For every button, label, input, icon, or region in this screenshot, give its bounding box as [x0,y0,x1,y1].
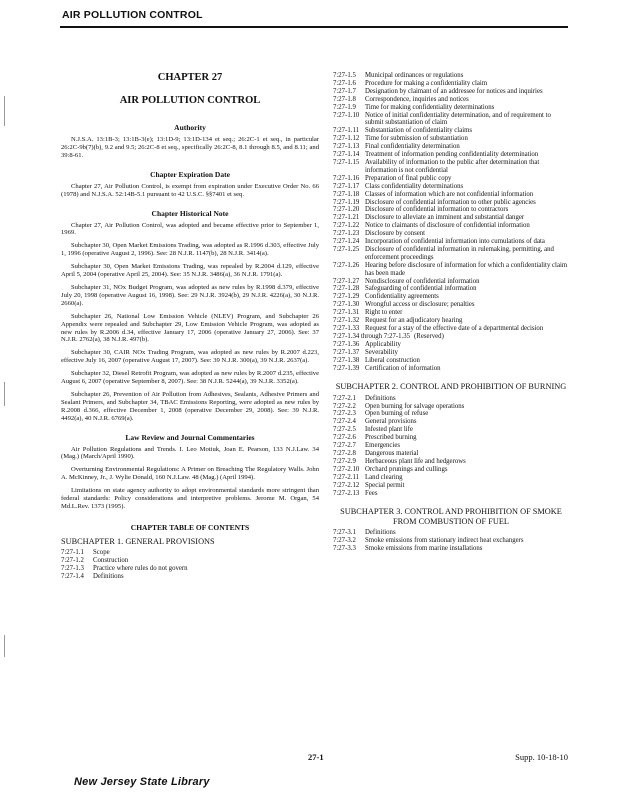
toc-entry-number: 7:27-1.22 [333,222,360,230]
toc-entry-number: 7:27-1.1 [61,549,84,557]
toc-entry [333,341,569,349]
toc-entry [333,214,569,222]
library-stamp: New Jersey State Library [74,776,210,788]
toc-entry-number: 7:27-1.10 [333,111,360,119]
toc-entry-text: Incorporation of confidential information into cumulations of data [365,238,545,246]
commentaries-heading: Law Review and Journal Commentaries [125,432,255,442]
toc-entry [333,143,569,151]
toc-entry-number: 7:27-1.36 [333,340,360,348]
toc-entry-text: Applicability [365,340,401,348]
toc-entry [61,565,319,573]
toc-entry-text: Class confidentiality determinations [365,182,464,190]
toc-entry-text: Dangerous material [365,449,419,457]
toc-entry [333,293,569,301]
subchapter-2-title: SUBCHAPTER 2. CONTROL AND PROHIBITION OF BURNING [335,382,567,392]
commentary-paragraph: Limitations on state agency authority to adopt environmental standards more stringent than federal standards: Policy considerations and interpretive problems. Jerome M. Organ, 54 Md.L.Rev. 1373 (1995). [61,487,319,510]
expiration-text: Chapter 27, Air Pollution Control, is exempt from expiration under Executive Order No. 66 (1978) and N.J.S.A. 52:14B-5.1 pursuant to 42 U.S.C. §§7401 et seq. [61,182,319,198]
history-paragraph: Subchapter 31, NOx Budget Program, was adopted as new rules by R.1998 d.379, effective July 20, 1998 (operative August 16, 1998). See: 29 N.J.R. 3924(b), 29 N.J.R. 4226(a), 30 N.J.R. 2660(a). [61,283,319,307]
toc-entry [333,466,569,474]
toc-heading: CHAPTER TABLE OF CONTENTS [130,522,250,532]
toc-entry-number: 7:27-3.3 [333,544,356,552]
toc-entry-text: Time for submission of substantiation [365,135,468,143]
toc-entry-text: Safeguarding of confidential information [365,285,477,293]
toc-entry [333,450,569,458]
toc-entry [333,333,569,341]
toc-entry-number: 7:27-1.2 [61,557,84,565]
history-paragraph: Subchapter 30, Open Market Emissions Trading, was adopted as R.1996 d.303, effective July 1, 1996 (operative August 2, 1996). See: 28 N.J.R. 1147(b), 28 N.J.R. 3414(a). [61,242,319,258]
toc-entry [333,458,569,466]
history-heading: Chapter Historical Note [151,208,229,218]
toc-entry [333,309,569,317]
history-paragraph: Subchapter 30, Open Market Emissions Trading, was repealed by R.2004 d.129, effective April 5, 2004 (operative April 25, 2004). See: 35 N.J.R. 3486(a), 36 N.J.R. 1791(a). [61,263,319,279]
toc-entry [333,442,569,450]
toc-entry-text: Municipal ordinances or regulations [365,72,464,79]
supplement-date: Supp. 10-18-10 [515,752,568,762]
toc-entry [333,490,569,498]
toc-entry-number: 7:27-1.8 [333,95,356,103]
toc-entry-number: 7:27-1.13 [333,143,360,151]
toc-entry-number: 7:27-2.4 [333,418,356,426]
toc-entry-number: 7:27-1.17 [333,182,360,190]
toc-entry-number: 7:27-1.26 [333,261,360,269]
toc-entry-text: Definitions [365,528,396,536]
running-head: AIR POLLUTION CONTROL [62,9,203,21]
toc-entry-text: Request for an adjudicatory hearing [365,317,463,325]
toc-entry-number: 7:27-2.3 [333,410,356,418]
toc-entry-text: Herbaceous plant life and hedgerows [365,457,466,465]
authority-text: N.J.S.A. 13:1B-3; 13:1B-3(e); 13:1D-9; 13:1D-134 et seq.; 26:2C-1 et seq., in particular 26:2C-9b(7)(b), 9.2 and 9.5; 26:2C-8 et seq., specifically 26:2C-8, 8.1 through 8.5, and 8.11; and 39:8-61. [61,136,319,159]
toc-entry-text: Request for a stay of the effective date of a departmental decision [365,325,544,332]
toc-entry [333,434,569,442]
toc-entry-number: 7:27-1.3 [61,564,84,572]
toc-entry [333,191,569,199]
toc-entry [333,135,569,143]
toc-entry [333,474,569,482]
toc-entry-text: Emergencies [365,442,400,450]
toc-entry-number: 7:27-2.2 [333,402,356,410]
history-paragraph: Chapter 27, Air Pollution Control, was adopted and became effective prior to September 1, 1969. [61,221,319,237]
chapter-number: CHAPTER 27 [157,72,223,83]
toc-entry-text: Hearing before disclosure of information for which a confidentiality claim has been made [365,261,568,277]
toc-entry-text: Severability [365,348,398,356]
toc-entry-number: 7:27-3.2 [333,536,356,544]
toc-entry-text: Certification of information [365,364,441,372]
toc-entry [333,529,569,537]
toc-entry-text: Disclosure of confidential information in rulemaking, permitting, and enforcement proceedings [365,245,554,261]
toc-entry-text: Disclosure of confidential information to other public agencies [365,198,536,206]
toc-entry-text: Preparation of final public copy [365,174,452,182]
toc-entry [333,88,569,96]
toc-entry-number: 7:27-1.30 [333,301,360,309]
toc-entry-text: Procedure for making a confidentiality claim [365,79,488,87]
toc-entry [333,104,569,112]
toc-entry-text: Disclosure by consent [365,230,426,238]
toc-list-subchapter-2 [333,395,569,498]
toc-entry [333,159,569,175]
toc-entry [333,206,569,214]
history-paragraph: Subchapter 26, National Low Emission Vehicle (NLEV) Program, and Subchapter 26 Appendix were repealed and Subchapter 29, Low Emission Vehicle Program, was adopted as new rules by R.2006 d.34, effective January 17, 2006 (operative January 27, 2006). See: 37 N.J.R. 2762(a), 38 N.J.R. 497(b). [61,312,319,344]
toc-entry [333,349,569,357]
toc-entry-text: Right to enter [365,309,403,317]
toc-entry-number: 7:27-1.5 [333,72,356,79]
toc-list-subchapter-1 [61,549,319,581]
toc-entry [333,151,569,159]
toc-entry-text: (Reserved) [414,332,444,340]
toc-entry-text: Notice to claimants of disclosure of confidential information [365,222,530,230]
toc-entry-number: 7:27-1.14 [333,151,360,159]
toc-entry [333,482,569,490]
toc-entry-number: 7:27-1.38 [333,356,360,364]
toc-entry-text: Construction [93,557,129,565]
toc-entry [333,285,569,293]
toc-entry-text: Classes of information which are not confidential information [365,190,534,198]
toc-entry [333,262,569,278]
toc-entry [61,549,319,557]
toc-entry-text: Infested plant life [365,426,413,434]
toc-entry [333,230,569,238]
left-column [61,72,319,581]
authority-heading: Authority [174,123,206,132]
toc-entry-text: Smoke emissions from stationary indirect heat exchangers [365,536,524,544]
toc-list-subchapter-3 [333,529,569,553]
toc-entry-number: 7:27-2.11 [333,473,359,481]
toc-entry-number: 7:27-1.37 [333,348,360,356]
toc-entry-number: 7:27-1.29 [333,293,360,301]
toc-entry-number: 7:27-2.5 [333,426,356,434]
toc-entry-number: 7:27-1.16 [333,174,360,182]
expiration-heading: Chapter Expiration Date [150,169,230,179]
chapter-title: AIR POLLUTION CONTROL [119,95,261,106]
toc-entry [333,537,569,545]
toc-entry-number: 7:27-1.18 [333,190,360,198]
toc-entry-text: Land clearing [365,473,403,481]
toc-entry [333,317,569,325]
toc-entry [333,410,569,418]
toc-entry-text: Liberal construction [365,356,420,364]
toc-entry-text: Open burning of refuse [365,410,429,418]
toc-entry-number: 7:27-1.24 [333,238,360,246]
toc-entry-text: Disclosure to alleviate an imminent and substantial danger [365,214,525,222]
toc-entry-number: 7:27-1.12 [333,135,360,143]
toc-entry [333,72,569,80]
toc-entry-number: 7:27-2.8 [333,449,356,457]
toc-entry-text: Availability of information to the public after determination that information is not confidential [365,158,540,174]
toc-entry-text: Orchard prunings and cullings [365,465,448,473]
toc-entry-text: General provisions [365,418,417,426]
toc-entry [333,278,569,286]
toc-entry-number: 7:27-1.33 [333,325,360,332]
toc-entry [333,418,569,426]
toc-entry-text: Wrongful access or disclosure; penalties [365,301,475,309]
toc-entry [333,175,569,183]
toc-entry-number: 7:27-1.11 [333,127,359,135]
history-paragraph: Subchapter 26, Prevention of Air Pollution from Adhesives, Sealants, Adhesive Primers and Sealant Primers, and Subchapter 34, TBAC Emissions Reporting, were adopted as new rules by R.2008 d.366, effective December 1, 2008 (operative December 29, 2008). See: 39 N.J.R. 4492(a), 40 N.J.R. 6769(a). [61,390,319,422]
page-edge-mark [4,96,5,126]
toc-entry-number: 7:27-3.1 [333,528,356,536]
toc-entry [333,199,569,207]
toc-entry-number: 7:27-2.10 [333,465,360,473]
toc-list-subchapter-1-continued [333,72,569,372]
toc-entry [333,96,569,104]
right-column [333,72,569,553]
toc-entry-text: Fees [365,489,378,497]
toc-entry-text: Definitions [93,572,124,580]
toc-entry-text: Smoke emissions from marine installations [365,544,483,552]
toc-entry [333,403,569,411]
toc-entry-number: 7:27-1.15 [333,158,360,166]
toc-entry-text: Prescribed burning [365,434,417,442]
toc-entry-number: 7:27-2.12 [333,481,360,489]
toc-entry-text: Definitions [365,394,396,402]
toc-entry-number: 7:27-1.20 [333,206,360,214]
toc-entry-number: 7:27-1.32 [333,317,360,325]
toc-entry-number: 7:27-1.23 [333,230,360,238]
toc-entry [61,557,319,565]
toc-entry [333,426,569,434]
toc-entry [61,573,319,581]
toc-entry-number: 7:27-1.9 [333,103,356,111]
toc-entry-text: Open burning for salvage operations [365,402,465,410]
page-edge-mark [4,382,5,406]
toc-entry-number: 7:27-1.28 [333,285,360,293]
toc-entry [333,365,569,373]
toc-entry-number: 7:27-1.6 [333,79,356,87]
toc-entry [333,246,569,262]
toc-entry-number: 7:27-2.9 [333,457,356,465]
toc-entry [333,395,569,403]
toc-entry-text: Designation by claimant of an addressee for notices and inquiries [365,87,543,95]
toc-entry-text: Disclosure of confidential information to contractors [365,206,509,214]
toc-entry-text: Practice where rules do not govern [93,564,188,572]
toc-entry-number: 7:27-2.6 [333,434,356,442]
toc-entry-number: 7:27-1.4 [61,572,84,580]
toc-entry-number: 7:27-2.13 [333,489,360,497]
header-rule [60,26,568,28]
toc-entry-number: 7:27-1.19 [333,198,360,206]
toc-entry-number: 7:27-1.21 [333,214,360,222]
toc-entry-number: 7:27-1.39 [333,364,360,372]
toc-entry-text: Correspondence, inquiries and notices [365,95,469,103]
toc-entry-text: Special permit [365,481,405,489]
toc-entry [333,112,569,128]
commentary-paragraph: Air Pollution Regulations and Trends. I. Leo Motiuk, Joan E. Pearson, 133 N.J.Law. 34 (Mag.) (March/April 1990). [61,445,319,461]
toc-entry [333,357,569,365]
toc-entry [333,183,569,191]
toc-entry [333,545,569,553]
history-paragraph: Subchapter 32, Diesel Retrofit Program, was adopted as new rules by R.2007 d.235, effective August 6, 2007 (operative September 8, 2007). See: 38 N.J.R. 5244(a), 39 N.J.R. 3352(a). [61,370,319,386]
toc-entry [333,222,569,230]
toc-entry [333,238,569,246]
toc-entry-text: Notice of initial confidentiality determination, and of requirement to submit substantiation of claim [365,111,551,127]
toc-entry-text: Scope [93,549,110,557]
toc-entry-text: Time for making confidentiality determinations [365,103,495,111]
toc-entry-number: 7:27-1.7 [333,87,356,95]
toc-entry-text: Final confidentiality determination [365,143,460,151]
toc-entry [333,325,569,333]
toc-entry [333,301,569,309]
toc-entry [333,127,569,135]
toc-entry-number: 7:27-2.7 [333,442,356,450]
toc-entry-number: 7:27-1.34 through 7:27-1.35 [333,332,411,340]
toc-entry-text: Confidentiality agreements [365,293,439,301]
toc-entry-text: Nondisclosure of confidential information [365,277,480,285]
toc-entry [333,80,569,88]
subchapter-3-title: SUBCHAPTER 3. CONTROL AND PROHIBITION OF SMOKE FROM COMBUSTION OF FUEL [340,507,562,526]
toc-entry-number: 7:27-2.1 [333,394,356,402]
subchapter-1-title: SUBCHAPTER 1. GENERAL PROVISIONS [61,536,215,546]
toc-entry-text: Substantiation of confidentiality claims [365,127,473,135]
commentary-paragraph: Overturning Environmental Regulations: A Primer on Breaching The Regulatory Walls. John A. McKinney, Jr., J. Wylie Donald, 160 N.J.Law. 48 (Mag.) (April 1994). [61,466,319,482]
page-edge-mark [4,635,5,657]
toc-entry-number: 7:27-1.25 [333,245,360,253]
toc-entry-number: 7:27-1.31 [333,309,360,317]
toc-entry-text: Treatment of information pending confidentiality determination [365,151,539,159]
page-number: 27-1 [308,752,324,762]
toc-entry-number: 7:27-1.27 [333,277,360,285]
history-paragraph: Subchapter 30, CAIR NOx Trading Program, was adopted as new rules by R.2007 d.223, effective July 16, 2007 (operative August 17, 2007). See: 39 N.J.R. 300(a), 39 N.J.R. 2637(a). [61,349,319,365]
